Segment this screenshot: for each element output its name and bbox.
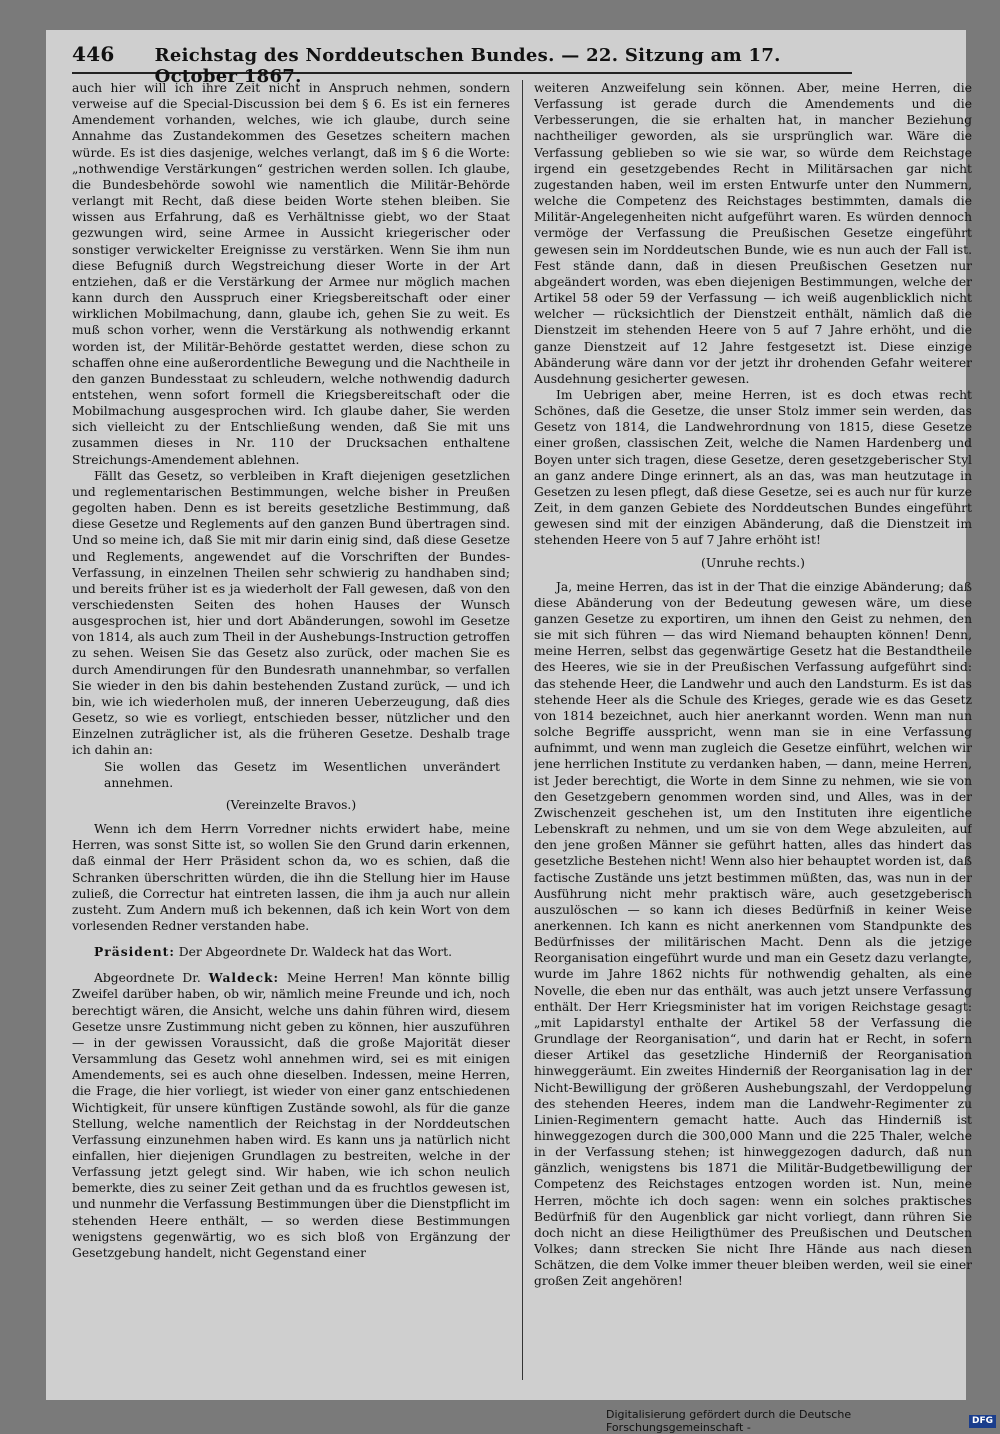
running-title: Reichstag des Norddeutschen Bundes. — 22. Sitzung am 17. October 1867. (154, 45, 781, 87)
president-label: Präsident: (94, 944, 175, 960)
left-paragraph-1: auch hier will ich ihre Zeit nicht in Anspruch nehmen, sondern verweise auf die Special-Discussion bei dem § 6. Es ist ein ferneres Amendement vorhanden, welches, wie ich glaube, durch seine Annahme das Zustandekommen des Gesetzes scheitern machen würde. Es ist dies dasjenige, welches verlangt, daß im § 6 die Worte: „nothwendige Verstärkungen“ gestrichen werden sollen. Ich glaube, die Bundesbehörde sowohl wie namentlich die Militär-Behörde verlangt mit Recht, daß diese beiden Worte stehen bleiben. Sie wissen aus Erfahrung, daß es Verhältnisse giebt, wo der Staat gezwungen wird, seine Armee in Aussicht kriegerischer oder sonstiger verwickelter Ereignisse zu verstärken. Wenn Sie ihm nun diese Befugniß durch Wegstreichung dieser Worte in der Art entziehen, daß er die Verstärkung der Armee nur möglich machen kann durch den Ausspruch einer Kriegsbereitschaft oder einer wirklichen Mobilmachung, dann, glaube ich, gehen Sie zu weit. Es muß schon vorher, wenn die Verstärkung als nothwendig erkannt worden ist, der Militär-Behörde gestattet werden, diese schon zu schaffen ohne eine außerordentliche Bewegung und die Nachtheile in den ganzen Bundesstaat zu schleudern, welche nothwendig dadurch entstehen, wenn sofort formell die Kriegsbereitschaft oder die Mobilmachung ausgesprochen wird. Ich glaube daher, Sie werden sich vielleicht zu der Entschließung wenden, daß Sie mit uns zusammen dieses in Nr. 110 der Drucksachen enthaltene Streichungs-Amendement ablehnen. (72, 81, 510, 467)
newspaper-page (46, 30, 972, 1400)
motion-quote: Sie wollen das Gesetz im Wesentlichen unverändert annehmen. (104, 759, 500, 790)
separator (72, 960, 510, 970)
digitization-footer (606, 1408, 996, 1434)
right-paragraph-3: Ja, meine Herren, das ist in der That die einzige Abänderung; daß diese Abänderung von der Bedeutung gewesen wäre, um diese ganzen Gesetze zu exportiren, um ihnen den Geist zu nehmen, den sie mit sich führen — das wird Niemand behaupten können! Denn, meine Herren, selbst das gegenwärtige Gesetz hat die Bestandtheile des Heeres, wie sie in der Preußischen Verfassung aufgeführt sind: das stehende Heer, die Landwehr und auch den Landsturm. Es ist das stehende Heer als die Schule des Krieges, gerade wie es das Gesetz von 1814 bezeichnet, auch hier anerkannt worden. Wenn man nun solche Begriffe ausspricht, wenn man sie in eine Verfassung aufnimmt, und wenn man zugleich die Gesetze einführt, welchen wir jene herrlichen Institute zu verdanken haben, — dann, meine Herren, ist Jeder berechtigt, die Worte in dem Sinne zu nehmen, wie sie von den Gesetzgebern genommen worden sind, und Alles, was in der Zwischenzeit geschehen ist, um den Instituten ihre eigentliche Lebenskraft zu nehmen, und um sie von dem Wege abzuleiten, auf den jene großen Männer sie geführt hatten, alles das hindert das gesetzliche Bestehen nicht! Wenn also hier behauptet worden ist, daß factische Zustände uns jetzt bestimmen müßten, das, was nun in der Ausführung nicht mehr praktisch wäre, auch gesetzgeberisch auszulöschen — so kann ich dieses Bedürfniß in keiner Weise anerkennen. Ich kann es nicht anerkennen vom Standpunkte des Bedürfnisses der militärischen Macht. Denn als die jetzige Reorganisation eingeführt wurde und man ein Gesetz dazu verlangte, wurde im Jahre 1862 nichts für nothwendig gehalten, als eine Novelle, die eben nur das enthält, was auch jetzt unsere Verfassung enthält. Der Herr Kriegsminister hat im vorigen Reichstage gesagt: „mit Lapidarstyl enthalte der Artikel 58 der Verfassung die Grundlage der Reorganisation“, und darin hat er Recht, in sofern dieser Artikel das gesetzliche Hinderniß der Reorganisation hinweggeräumt. Ein zweites Hinderniß der Reorganisation lag in der Nicht-Bewilligung der größeren Aushebungszahl, der Verdoppelung des stehenden Heeres, indem man die Landwehr-Regimenter zu Linien-Regimentern gemacht hatte. Auch das Hinderniß ist hinweggezogen durch die 300,000 Mann und die 225 Thaler, welche in der Verfassung stehen; ist hinweggezogen dadurch, daß nun gänzlich, wenigstens bis 1871 die Militär-Budgetbewilligung der Competenz des Reichstages entzogen worden ist. Nun, meine Herren, möchte ich doch sagen: wenn ein solches praktisches Bedürfniß für den Augenblick gar nicht vorliegt, dann rühren Sie doch nicht an diese Heiligthümer des Preußischen und Deutschen Volkes; dann strecken Sie nicht Ihre Hände aus nach diesen Schätzen, die dem Volke immer theuer bleiben werden, weil sie einer großen Zeit angehören! (534, 579, 972, 1289)
dfg-logo: DFG (969, 1415, 996, 1428)
interjection-unruhe: (Unruhe rechts.) (701, 555, 805, 570)
right-paragraph-2: Im Uebrigen aber, meine Herren, ist es doch etwas recht Schönes, daß die Gesetze, die unser Stolz immer sein werden, das Gesetz von 1814, die Landwehrordnung von 1815, diese Gesetze einer großen, classischen Zeit, welche die Namen Hardenberg und Boyen unter sich tragen, diese Gesetze, deren gesetzgeberischer Styl an ganz andere Dinge erinnert, als an das, was man heutzutage in Gesetzen zu lesen pflegt, daß diese Gesetze, sei es auch nur für kurze Zeit, in dem ganzen Gebiete des Norddeutschen Bundes eingeführt gewesen sind mit der einzigen Abänderung, daß die Dienstzeit im stehenden Heere von 5 auf 7 Jahre erhöht ist! (534, 387, 972, 548)
president-statement (72, 944, 510, 960)
page-header (72, 42, 852, 87)
president-text: Der Abgeordnete Dr. Waldeck hat das Wort. (178, 945, 452, 960)
page-number: 446 (72, 42, 115, 66)
left-paragraph-2: Fällt das Gesetz, so verbleiben in Kraft diejenigen gesetzlichen und reglementarischen Bestimmungen, welche bisher in Preußen gegolten haben. Denn es ist bereits gesetzliche Bestimmung, daß diese Gesetze und Reglements auf den ganzen Bund übertragen sind. Und so meine ich, daß Sie mit mir darin einig sind, daß diese Gesetze und Reglements, angewendet auf die Vorschriften der Bundes-Verfassung, in einzelnen Theilen sehr schwierig zu handhaben sind; und bereits früher ist es ja wiederholt der Fall gewesen, daß von den verschiedensten Seiten des hohen Hauses der Wunsch ausgesprochen ist, hier und dort Abänderungen, sowohl im Gesetze von 1814, als auch zum Theil in der Aushebungs-Instruction getroffen zu sehen. Weisen Sie das Gesetz also zurück, oder machen Sie es durch Amendirungen für den Bundesrath unannehmbar, so verfallen Sie wieder in den bis dahin bestehenden Zustand zurück, — und ich bin, wie ich wiederholen muß, der inneren Ueberzeugung, daß dies Gesetz, so wie es vorliegt, entschieden besser, nützlicher und den Einzelnen zuträglicher ist, als die früheren Gesetze. Deshalb trage ich dahin an: (72, 468, 510, 758)
waldeck-speech (72, 970, 510, 1261)
interjection-bravos: (Vereinzelte Bravos.) (225, 797, 357, 812)
left-paragraph-3: Wenn ich dem Herrn Vorredner nichts erwidert habe, meine Herren, was sonst Sitte ist, so wollen Sie den Grund darin erkennen, daß einmal der Herr Präsident schon da, wo es schien, daß die Schranken überschritten würden, die ihn die Stellung hier im Hause zuließ, die Correctur hat eintreten lassen, die ihm ja auch nur allein zusteht. Zum Andern muß ich bekennen, daß ich kein Wort von dem vorlesenden Redner verstanden habe. (72, 822, 510, 933)
speaker-name: Waldeck: (208, 970, 280, 986)
column-divider (522, 80, 523, 1380)
separator (72, 934, 510, 944)
right-paragraph-1: weiteren Anzweifelung sein können. Aber, meine Herren, die Verfassung ist gerade durch die Amendements und die Verbesserungen, die sie erhalten hat, in mancher Beziehung nachtheiliger geworden, als sie ursprünglich war. Wäre die Verfassung geblieben so wie sie war, so würde dem Reichstage irgend ein gesetzgebendes Recht in Militärsachen gar nicht zugestanden haben, weil im ersten Entwurfe unter den Nummern, welche die Competenz des Reichstages bestimmten, damals die Militär-Angelegenheiten nicht aufgeführt waren. Es würden dennoch vermöge der Verfassung die Preußischen Gesetze eingeführt gewesen sein im Norddeutschen Bunde, wie es nun auch der Fall ist. Fest stände dann, daß in diesen Preußischen Gesetzen nur abgeändert worden, was eben diejenigen Bestimmungen, welche der Artikel 58 oder 59 der Verfassung — ich weiß augenblicklich nicht welcher — rücksichtlich der Dienstzeit enthält, nämlich daß die Dienstzeit im stehenden Heere von 5 auf 7 Jahre erhöht, und die ganze Dienstzeit auf 12 Jahre festgesetzt ist. Diese einzige Abänderung wäre dann vor der jetzt ihr drohenden Gefahr weiterer Ausdehnung gesicherter gewesen. (534, 81, 972, 386)
right-column (534, 80, 972, 1380)
speaker-intro: Abgeordnete Dr. (94, 971, 201, 986)
footer-text: Digitalisierung gefördert durch die Deutsche Forschungsgemeinschaft - (606, 1408, 852, 1434)
left-paragraph-4: Meine Herren! Man könnte billig Zweifel darüber haben, ob wir, nämlich meine Freunde und ich, noch berechtigt wären, die Ansicht, welche uns dahin führen wird, diesem Gesetze unsre Zustimmung nicht geben zu können, hier auszuführen — in der gewissen Voraussicht, daß die große Majorität dieser Versammlung das Gesetz wohl annehmen wird, sei es mit einigen Amendements, sei es auch ohne dieselben. Indessen, meine Herren, die Frage, die hier vorliegt, ist wieder von einer ganz entschiedenen Wichtigkeit, für unsere künftigen Zustände sowohl, als für die ganze Stellung, welche namentlich der Reichstag in der Norddeutschen Verfassung einzunehmen haben wird. Es kann uns ja natürlich nicht einfallen, hier diejenigen Grundlagen zu bestreiten, welche in der Verfassung jetzt gelegt sind. Wir haben, wie ich schon neulich bemerkte, dies zu seiner Zeit gethan und da es fruchtlos gewesen ist, und nunmehr die Verfassung Bestimmungen über die Dienstpflicht im stehenden Heere enthält, — so werden diese Bestimmungen wenigstens gegenwärtig, wo es sich bloß von Ergänzung der Gesetzgebung handelt, nicht Gegenstand einer (72, 971, 510, 1260)
left-column (72, 80, 510, 1380)
